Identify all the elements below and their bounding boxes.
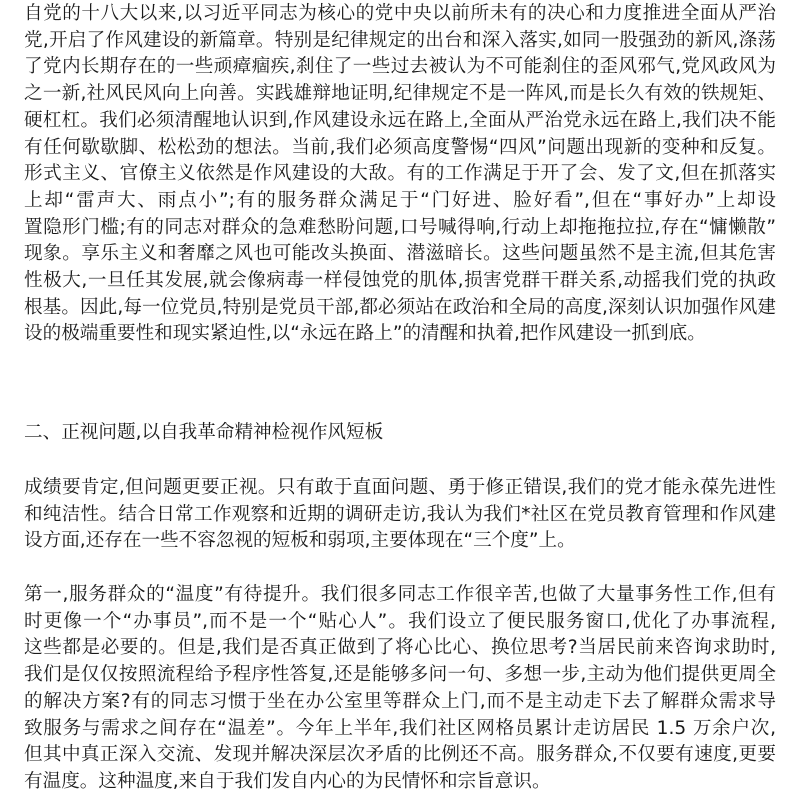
paragraph-line: 成绩要肯定,但问题更要正视。只有敢于直面问题、勇于修正错误,我们的党才能永葆先进性 [24,477,776,498]
paragraph-line: 的解决方案?有的同志习惯于坐在办公室里等群众上门,而不是主动走下去了解群众需求导 [24,690,776,712]
paragraph-line: 设的极端重要性和现实紧迫性,以“永远在路上”的清醒和执着,把作风建设一抓到底。 [24,323,706,345]
section-heading: 二、正视问题,以自我革命精神检视作风短板 [24,422,384,443]
paragraph-line: 性极大,一旦任其发展,就会像病毒一样侵蚀党的肌体,损害党群干群关系,动摇我们党的执政 [24,270,776,291]
paragraph-line: 现象。享乐主义和奢靡之风也可能改头换面、潜滋暗长。这些问题虽然不是主流,但其危害 [24,243,776,265]
paragraph-line: 时更像一个“办事员”,而不是一个“贴心人”。我们设立了便民服务窗口,优化了办事流程, [24,610,776,632]
paragraph-line: 形式主义、官僚主义依然是作风建设的大敌。有的工作满足于开了会、发了文,但在抓落实 [24,163,776,185]
paragraph-line: 了党内长期存在的一些顽瘴痼疾,刹住了一些过去被认为不可能刹住的歪风邪气,党风政风为 [24,56,776,78]
paragraph-line: 之一新,社风民风向上向善。实践雄辩地证明,纪律规定不是一阵风,而是长久有效的铁规矩、 [24,83,776,105]
paragraph-line: 和纯洁性。结合日常工作观察和近期的调研走访,我认为我们*社区在党员教育管理和作风建 [24,503,776,525]
paragraph-line: 置隐形门槛;有的同志对群众的急难愁盼问题,口号喊得响,行动上却拖拖拉拉,存在“慵懒散” [24,216,776,238]
paragraph-line: 第一,服务群众的“温度”有待提升。我们很多同志工作很辛苦,也做了大量事务性工作,但有 [24,584,776,605]
paragraph-line: 硬杠杠。我们必须清醒地认识到,作风建设永远在路上,全面从严治党永远在路上,我们决不能 [24,109,776,131]
paragraph-line: 党,开启了作风建设的新篇章。特别是纪律规定的出台和深入落实,如同一股强劲的新风,涤荡 [24,29,776,51]
paragraph-line: 上却“雷声大、雨点小”;有的服务群众满足于“门好进、脸好看”,但在“事好办”上却设 [24,189,776,211]
paragraph-line: 这些都是必要的。但是,我们是否真正做到了将心比心、换位思考?当居民前来咨询求助时, [24,637,776,659]
paragraph-line: 自党的十八大以来,以习近平同志为核心的党中央以前所未有的决心和力度推进全面从严治 [24,3,776,24]
paragraph-line: 有任何歇歇脚、松松劲的想法。当前,我们必须高度警惕“四风”问题出现新的变种和反复。 [24,136,776,158]
paragraph-line: 根基。因此,每一位党员,特别是党员干部,都必须站在政治和全局的高度,深刻认识加强作风建 [24,296,776,318]
paragraph-line: 致服务与需求之间存在“温差”。今年上半年,我们社区网格员累计走访居民 1.5 万余户次, [24,717,776,739]
paragraph-line: 我们是仅仅按照流程给予程序性答复,还是能够多问一句、多想一步,主动为他们提供更周全 [24,664,776,686]
paragraph-line: 有温度。这种温度,来自于我们发自内心的为民情怀和宗旨意识。 [24,770,551,792]
paragraph-line: 但其中真正深入交流、发现并解决深层次矛盾的比例还不高。服务群众,不仅要有速度,更要 [24,744,776,766]
paragraph-line: 设方面,还存在一些不容忽视的短板和弱项,主要体现在“三个度”上。 [24,530,576,552]
